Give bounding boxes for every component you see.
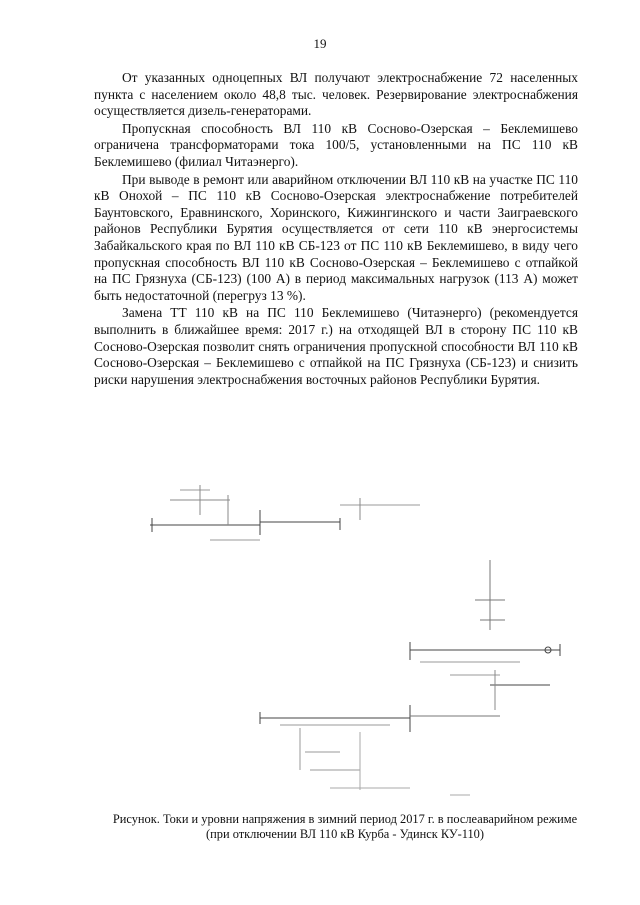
figure-caption: Рисунок. Токи и уровни напряжения в зимний период 2017 г. в послеаварийном режиме (при отключении ВЛ 110 кВ Курба - Удинск КУ-110)	[112, 812, 578, 841]
paragraph-2: Пропускная способность ВЛ 110 кВ Сосново-Озерская – Беклемишево ограничена трансформаторами тока 100/5, установленными на ПС 110 кВ Беклемишево (филиал Читаэнерго).	[94, 120, 578, 169]
paragraph-1: От указанных одноцепных ВЛ получают электроснабжение 72 населенных пункта с населением около 48,8 тыс. человек. Резервирование электроснабжения осуществляется дизель-генераторами.	[94, 70, 578, 119]
paragraph-3: При выводе в ремонт или аварийном отключении ВЛ 110 кВ на участке ПС 110 кВ Онохой – ПС 110 кВ Сосново-Озерская электроснабжение потребителей Баунтовского, Еравнинского, Хоринского, Кижингинского и части Заиграевского районов Республики Бурятия осуществляется от сети 110 кВ энергосистемы Забайкальского края по ВЛ 110 кВ СБ-123 от ПС 110 кВ Беклемишево, в виду чего пропускная способность ВЛ 110 кВ Сосново-Озерская – Беклемишево с отпайкой на ПС Грязнуха (СБ-123) (100 А) в период максимальных нагрузок (113 А) может быть недостаточной (перегруз 13 %).	[94, 171, 578, 303]
paragraph-4: Замена ТТ 110 кВ на ПС 110 Беклемишево (Читаэнерго) (рекомендуется выполнить в ближайшее время: 2017 г.) на отходящей ВЛ в сторону ПС 110 кВ Сосново-Озерская позволит снять ограничения пропускной способности ВЛ 110 кВ Сосново-Озерская – Беклемишево с отпайкой на ПС Грязнуха (СБ-123) и снизить риски нарушения электроснабжения восточных районов Республики Бурятия.	[94, 305, 578, 387]
page-number: 19	[313, 36, 327, 51]
power-network-diagram	[110, 470, 580, 810]
body-text	[94, 70, 578, 389]
